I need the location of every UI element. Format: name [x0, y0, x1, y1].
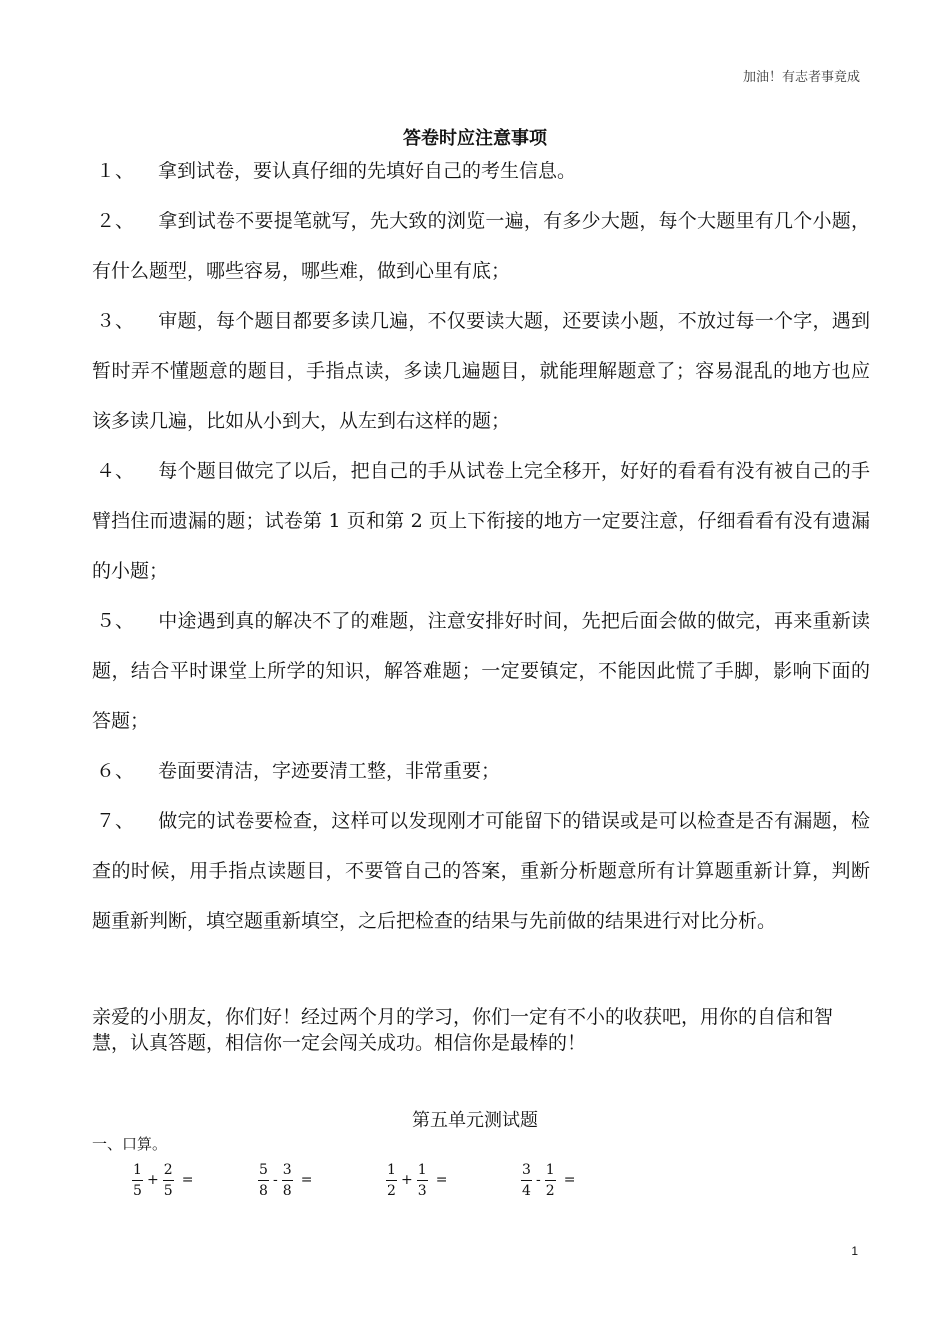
section-title: 一、口算。: [92, 1135, 168, 1153]
denominator: 2: [545, 1182, 555, 1199]
note-number: １、: [96, 160, 135, 182]
note-number: ７、: [96, 810, 135, 832]
equals-sign: =: [435, 1172, 448, 1188]
denominator: 8: [282, 1182, 292, 1199]
operator: -: [273, 1172, 278, 1188]
numerator: 1: [417, 1161, 427, 1178]
note-number: ３、: [96, 310, 135, 332]
note-text: 审题，每个题目都要多读几遍，不仅要读大题，还要读小题，不放过每一个字，遇到暂时弄不懂题意的题目，手指点读，多读几遍题目，就能理解题意了；容易混乱的地方也应该多读几遍，比如从小到大，从左到右这样的题；: [92, 310, 870, 432]
fraction: [521, 1161, 532, 1200]
note-text: 拿到试卷不要提笔就写，先大致的浏览一遍，有多少大题，每个大题里有几个小题，有什么题型，哪些容易，哪些难，做到心里有底；: [92, 210, 870, 282]
note-number: ６、: [96, 760, 135, 782]
note-item-4: [92, 446, 870, 596]
fraction: [417, 1161, 428, 1200]
note-item-5: [92, 596, 870, 746]
fraction: [163, 1161, 174, 1200]
note-item-1: [92, 146, 870, 196]
operator: +: [147, 1172, 159, 1188]
page-title: 答卷时应注意事项: [403, 128, 547, 149]
header-motto: 加油！有志者事竟成: [742, 70, 860, 85]
problem-3: [384, 1160, 447, 1200]
note-item-3: [92, 296, 870, 446]
numerator: 1: [545, 1161, 555, 1178]
unit-title: 第五单元测试题: [412, 1110, 538, 1131]
greeting-paragraph: 亲爱的小朋友，你们好！经过两个月的学习，你们一定有不小的收获吧，用你的自信和智慧，认真答题，相信你一定会闯关成功。相信你是最棒的！: [92, 1006, 834, 1054]
note-text: 卷面要清洁，字迹要清工整，非常重要；: [158, 760, 501, 782]
numerator: 1: [387, 1161, 396, 1178]
fraction: [132, 1161, 143, 1200]
fraction: [545, 1161, 556, 1200]
note-item-2: [92, 196, 870, 296]
note-text: 中途遇到真的解决不了的难题，注意安排好时间，先把后面会做的做完，再来重新读题，结合平时课堂上所学的知识，解答难题；一定要镇定，不能因此慌了手脚，影响下面的答题；: [92, 610, 870, 732]
fraction: [386, 1161, 397, 1200]
numerator: 3: [282, 1161, 292, 1178]
equals-sign: =: [300, 1172, 313, 1188]
problem-1: [130, 1160, 193, 1200]
denominator: 2: [387, 1182, 396, 1199]
denominator: 8: [259, 1182, 268, 1199]
fraction: [282, 1161, 293, 1200]
numerator: 5: [259, 1161, 268, 1178]
operator: -: [536, 1172, 541, 1188]
equals-sign: =: [563, 1172, 576, 1188]
oral-calc-problems: [0, 1160, 950, 1210]
note-item-6: [92, 746, 870, 796]
notes-list: [92, 146, 870, 946]
note-item-7: [92, 796, 870, 946]
denominator: 3: [417, 1182, 427, 1199]
numerator: 2: [163, 1161, 173, 1178]
denominator: 4: [522, 1182, 531, 1199]
denominator: 5: [163, 1182, 173, 1199]
problem-2: [256, 1160, 312, 1200]
equals-sign: =: [181, 1172, 194, 1188]
numerator: 3: [522, 1161, 531, 1178]
note-number: ５、: [96, 610, 135, 632]
note-text: 每个题目做完了以后，把自己的手从试卷上完全移开，好好的看看有没有被自己的手臂挡住而遗漏的题；试卷第 1 页和第 2 页上下衔接的地方一定要注意，仔细看看有没有遗漏的小题；: [92, 460, 870, 582]
fraction: [258, 1161, 269, 1200]
note-text: 拿到试卷，要认真仔细的先填好自己的考生信息。: [158, 160, 577, 182]
denominator: 5: [133, 1182, 142, 1199]
operator: +: [401, 1172, 413, 1188]
note-number: ２、: [96, 210, 135, 232]
note-text: 做完的试卷要检查，这样可以发现刚才可能留下的错误或是可以检查是否有漏题，检查的时候，用手指点读题目，不要管自己的答案，重新分析题意所有计算题重新计算，判断题重新判断，填空题重新填空，之后把检查的结果与先前做的结果进行对比分析。: [92, 810, 870, 932]
note-number: ４、: [96, 460, 135, 482]
page-number: 1: [851, 1244, 858, 1258]
numerator: 1: [133, 1161, 142, 1178]
problem-4: [519, 1160, 575, 1200]
